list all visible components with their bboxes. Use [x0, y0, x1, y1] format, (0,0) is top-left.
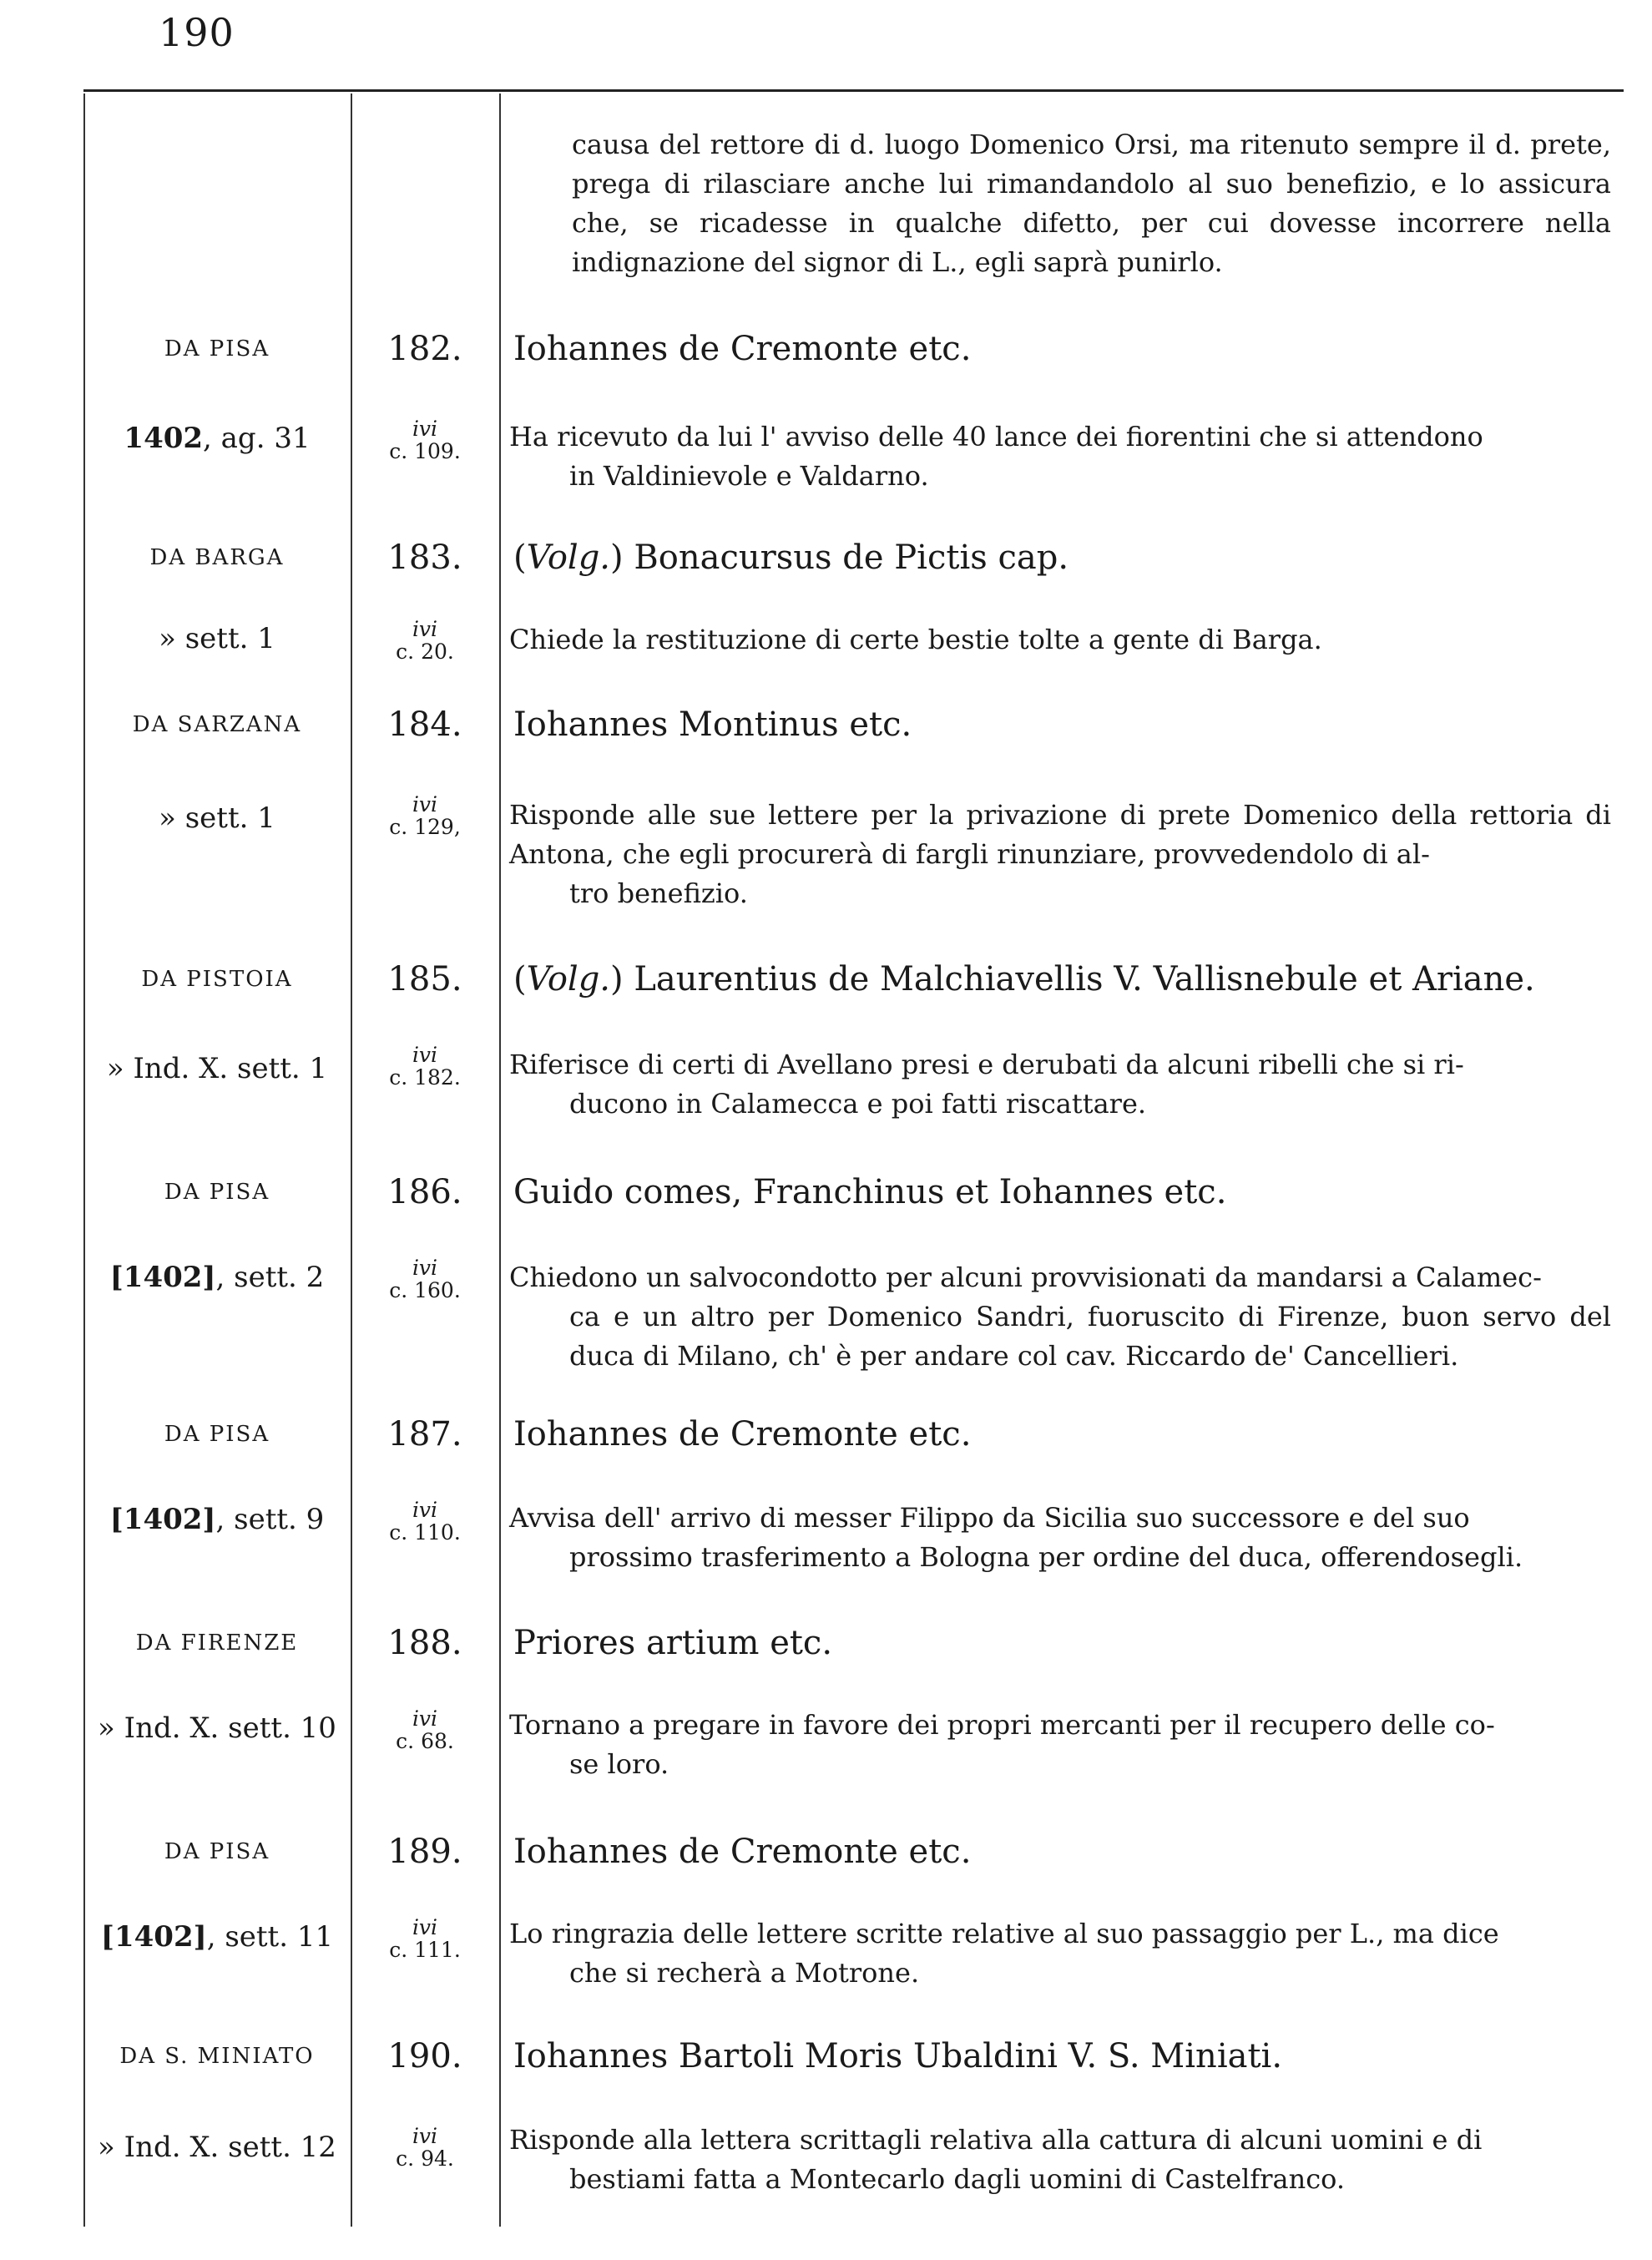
entry-number: 189.	[387, 1833, 462, 1871]
entry-place: DA BARGA	[149, 545, 285, 570]
entry-sender: (Volg.) Laurentius de Malchiavellis V. Vallisnebule et Ariane.	[513, 960, 1535, 999]
sender-name: Guido comes, Franchinus et Iohannes etc.	[513, 1173, 1227, 1211]
entry-place: DA S. MINIATO	[119, 2044, 315, 2069]
sender-prefix: Volg.	[526, 960, 611, 999]
entry-sender	[513, 330, 1624, 368]
entry-summary	[509, 1499, 1611, 1577]
entry-place: DA PISA	[164, 1180, 270, 1205]
page-number: 190	[159, 10, 235, 55]
entry-reference	[351, 1044, 499, 1089]
entry-number: 183.	[387, 538, 462, 577]
summary-line: tro benefizio.	[569, 877, 748, 909]
entry-place: DA PISA	[164, 1839, 270, 1864]
summary-line: Tornano a pregare in favore dei propri mercanti per il recupero delle co-	[509, 1709, 1495, 1741]
entry-place: DA PISA	[164, 336, 270, 361]
sender-name: Laurentius de Malchiavellis V. Vallisnebule et Ariane.	[634, 960, 1535, 999]
entry-reference	[351, 618, 499, 663]
summary-line: Lo ringrazia delle lettere scritte relative al suo passaggio per L., ma dice	[509, 1918, 1499, 1949]
entry-place: DA PISA	[164, 1422, 270, 1447]
date-day: » Ind. X. sett. 10	[98, 1711, 336, 1745]
entry-date	[83, 1503, 351, 1536]
ref-ivi: ivi	[412, 1915, 438, 1939]
entry-summary	[509, 2121, 1611, 2199]
entry-place: DA PISTOIA	[141, 967, 293, 992]
entry-sender	[513, 1173, 1624, 1211]
entry-number: 187.	[387, 1415, 462, 1454]
sender-name: Priores artium etc.	[513, 1624, 833, 1662]
continuation-text: causa del rettore di d. luogo Domenico Orsi, ma ritenuto sempre il d. prete, prega di rilasciare anche lui rimandandolo al suo benefizio, e lo assicura che, se ricadesse in qualche difetto, per cui dovesse incorrere nella indignazione del signor di L., egli saprà punirlo.	[572, 129, 1611, 278]
ref-carta: c. 111.	[389, 1938, 461, 1962]
entry-sender	[513, 705, 1624, 744]
entry-summary	[509, 1706, 1611, 1784]
date-day: » sett. 1	[159, 801, 275, 835]
date-day: , sett. 2	[215, 1261, 325, 1294]
entry-summary	[509, 417, 1611, 496]
entry-sender	[513, 1624, 1624, 1662]
entry-sender	[513, 1415, 1624, 1454]
summary-line: Riferisce di certi di Avellano presi e derubati da alcuni ribelli che si ri-	[509, 1049, 1464, 1080]
entry-reference	[351, 793, 499, 838]
summary-line: Chiedono un salvocondotto per alcuni provvisionati da mandarsi a Calamec-	[509, 1261, 1542, 1293]
entry-number: 184.	[387, 705, 462, 744]
summary-line: se loro.	[569, 1748, 669, 1780]
summary-line: ducono in Calamecca e poi fatti riscattare.	[569, 1088, 1147, 1120]
summary-line: Chiede la restituzione di certe bestie tolte a gente di Barga.	[509, 624, 1322, 655]
entry-date	[83, 1711, 351, 1745]
entry-sender	[513, 2037, 1624, 2075]
ref-carta: c. 182.	[389, 1065, 461, 1090]
summary-line: bestiami fatta a Montecarlo dagli uomini di Castelfranco.	[569, 2163, 1345, 2195]
entry-date	[83, 422, 351, 455]
ref-ivi: ivi	[412, 792, 438, 817]
column-rule-left	[83, 94, 85, 2227]
date-day: » sett. 1	[159, 622, 275, 655]
entry-summary	[509, 796, 1611, 913]
entry-sender	[513, 1833, 1624, 1871]
entry-number: 182.	[387, 330, 462, 368]
date-day: » Ind. X. sett. 1	[106, 1052, 328, 1085]
ref-carta: c. 94.	[396, 2146, 454, 2171]
entry-reference	[351, 1707, 499, 1752]
date-year: [1402]	[100, 1920, 207, 1954]
ref-carta: c. 129,	[389, 815, 461, 839]
ref-ivi: ivi	[412, 1498, 438, 1522]
sender-name: Bonacursus de Pictis cap.	[634, 538, 1069, 577]
sender-name: Iohannes de Cremonte etc.	[513, 1415, 972, 1454]
entry-number: 190.	[387, 2037, 462, 2075]
column-rule-right	[499, 94, 501, 2227]
date-day: , ag. 31	[203, 422, 311, 455]
date-day: » Ind. X. sett. 12	[98, 2131, 336, 2164]
summary-line: Risponde alle sue lettere per la privazione di prete Domenico della rettoria di Antona, che egli procurerà di fargli rinunziare, provvedendolo di al-	[509, 799, 1611, 870]
sender-name: Iohannes de Cremonte etc.	[513, 330, 972, 368]
top-rule	[83, 89, 1624, 92]
date-day: , sett. 9	[215, 1503, 325, 1536]
sender-name: Iohannes Montinus etc.	[513, 705, 912, 744]
summary-line: in Valdinievole e Valdarno.	[569, 460, 929, 492]
entry-place: DA SARZANA	[132, 712, 302, 737]
entry-date	[83, 801, 351, 835]
entry-date	[83, 622, 351, 655]
summary-line: Risponde alla lettera scrittagli relativa alla cattura di alcuni uomini e di	[509, 2124, 1483, 2156]
entry-summary	[509, 1914, 1611, 1993]
sender-name: Iohannes Bartoli Moris Ubaldini V. S. Miniati.	[513, 2037, 1283, 2075]
sender-name: Iohannes de Cremonte etc.	[513, 1833, 972, 1871]
date-year: [1402]	[109, 1261, 216, 1294]
entry-date	[83, 1920, 351, 1954]
column-rule-middle	[351, 94, 352, 2227]
ref-ivi: ivi	[412, 2124, 438, 2148]
entry-summary	[509, 620, 1611, 660]
entry-date	[83, 1052, 351, 1085]
entry-place: DA FIRENZE	[135, 1631, 299, 1656]
ref-carta: c. 20.	[396, 640, 454, 664]
ref-carta: c. 160.	[389, 1278, 461, 1302]
summary-line: ca e un altro per Domenico Sandri, fuoruscito di Firenze, buon servo del duca di Milano, ch' è per andare col cav. Riccardo de' Cancellieri.	[569, 1301, 1611, 1372]
entry-date	[83, 1261, 351, 1294]
summary-line: Avvisa dell' arrivo di messer Filippo da Sicilia suo successore e del suo	[509, 1502, 1470, 1534]
entry-reference	[351, 1499, 499, 1544]
ref-ivi: ivi	[412, 417, 438, 441]
entry-summary	[509, 1258, 1611, 1376]
entry-date	[83, 2131, 351, 2164]
summary-line: Ha ricevuto da lui l' avviso delle 40 lance dei fiorentini che si attendono	[509, 421, 1483, 453]
entry-reference	[351, 417, 499, 463]
ref-ivi: ivi	[412, 1706, 438, 1731]
entry-reference	[351, 1256, 499, 1302]
date-year: [1402]	[109, 1503, 216, 1536]
entry-sender: (Volg.) Bonacursus de Pictis cap.	[513, 538, 1069, 577]
summary-line: che si recherà a Motrone.	[569, 1957, 920, 1989]
entry-reference	[351, 1916, 499, 1961]
ref-ivi: ivi	[412, 1256, 438, 1280]
ref-carta: c. 68.	[396, 1729, 454, 1753]
entry-number: 188.	[387, 1624, 462, 1662]
ref-ivi: ivi	[412, 1043, 438, 1067]
date-day: , sett. 11	[206, 1920, 334, 1954]
sender-prefix: Volg.	[526, 538, 611, 577]
date-year: 1402	[124, 422, 204, 455]
entry-number: 185.	[387, 960, 462, 999]
entry-number: 186.	[387, 1173, 462, 1211]
entry-reference	[351, 2125, 499, 2170]
ref-carta: c. 110.	[389, 1520, 461, 1545]
ref-carta: c. 109.	[389, 439, 461, 463]
entry-summary	[509, 1045, 1611, 1124]
summary-line: prossimo trasferimento a Bologna per ordine del duca, offerendosegli.	[569, 1541, 1523, 1573]
ref-ivi: ivi	[412, 617, 438, 641]
